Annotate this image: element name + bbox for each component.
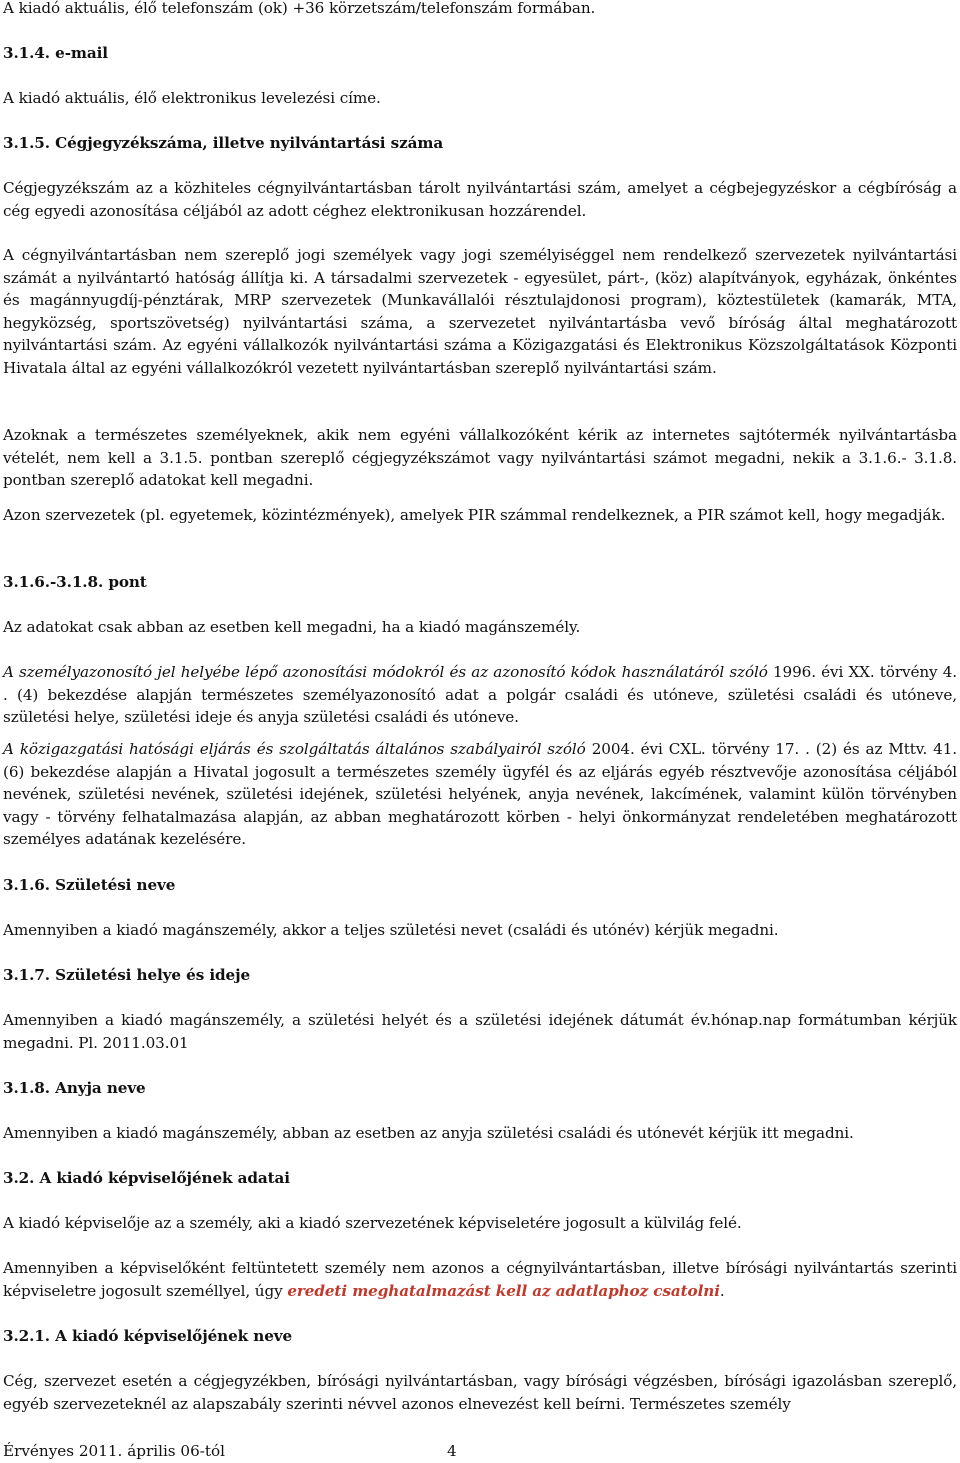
cegjegyzek-paragraph-4: Azon szervezetek (pl. egyetemek, közintézmények), amelyek PIR számmal rendelkeznek, a PIR számot kell, hogy megadják. [3, 506, 946, 524]
footer-page-number: 4 [447, 1442, 457, 1460]
footer-validity-date: Érvényes 2011. április 06-tól [3, 1442, 225, 1460]
section-heading-cegjegyzek: 3.1.5. Cégjegyzékszáma, illetve nyilvántartási száma [3, 134, 444, 152]
cegjegyzek-paragraph-3: Azoknak a természetes személyeknek, akik nem egyéni vállalkozóként kérik az internetes sajtótermék nyilvántartásba vételét, nem kell a 3.1.5. pontban szereplő cégjegyzékszámot vagy nyilvántartási számot megadni, nekik a 3.1.6.- 3.1.8. pontban szereplő adatokat kell megadni. [3, 426, 957, 489]
pont-paragraph-1: Az adatokat csak abban az esetben kell megadni, ha a kiadó magánszemély. [3, 618, 581, 636]
cegjegyzek-paragraph-1: Cégjegyzékszám az a közhiteles cégnyilvántartásban tárolt nyilvántartási szám, amelyet a cégbejegyzéskor a cégbíróság a cég egyedi azonosítása céljából az adott céghez elektronikusan hozzárendel. [3, 179, 957, 220]
law-title-1: A személyazonosító jel helyébe lépő azonosítási módokról és az azonosító kódok használatáról szóló [3, 663, 768, 681]
cegjegyzek-paragraph-2: A cégnyilvántartásban nem szereplő jogi személyek vagy jogi személyiséggel nem rendelkező szervezetek nyilvántartási számát a nyilvántartó hatóság állítja ki. A társadalmi szervezetek - egyesület, párt-, (köz) alapítványok, egyházak, önkéntes és magánnyugdíj-pénztárak, MRP szervezetek (Munkavállalói résztulajdonosi program), köztestületek (kamarák, MTA, hegyközség, sportszövetség) nyilvántartási száma, a szervezetet nyilvántartásba vevő bíróság által meghatározott nyilvántartási szám. Az egyéni vállalkozók nyilvántartási száma a Közigazgatási és Elektronikus Közszolgáltatások Központi Hivatala által az egyéni vállalkozókról vezetett nyilvántartásban szereplő nyilvántartási szám. [3, 246, 957, 377]
email-description: A kiadó aktuális, élő elektronikus levelezési címe. [3, 89, 381, 107]
section-heading-kepviselo: 3.2. A kiadó képviselőjének adatai [3, 1169, 290, 1187]
law-title-2: A közigazgatási hatósági eljárás és szolgáltatás általános szabályairól szóló [3, 740, 586, 758]
law-text-1: 1996. évi XX. törvény 4. . (4) bekezdése alapján természetes személyazonosító adat a polgár családi és utóneve, születési családi és utóneve, születési helye, születési ideje és anyja születési családi és utóneve. [3, 663, 957, 726]
phone-description: A kiadó aktuális, élő telefonszám (ok) +36 körzetszám/telefonszám formában. [3, 0, 596, 17]
section-heading-szuletesi-nev: 3.1.6. Születési neve [3, 876, 176, 894]
kepviselo-paragraph-2 [3, 1257, 957, 1302]
kepviselo-neve-description: Cég, szervezet esetén a cégjegyzékben, bírósági nyilvántartásban, vagy bírósági végzésben, bírósági igazolásban szereplő, egyéb szervezeteknél az alapszabály szerinti névvel azonos elnevezést kell beírni. Természetes személy [3, 1372, 957, 1413]
law-paragraph-1 [3, 661, 957, 729]
kepviselo-paragraph-1: A kiadó képviselője az a személy, aki a kiadó szervezetének képviseletére jogosult a külvilág felé. [3, 1214, 742, 1232]
kepviselo-text-b: . [719, 1281, 725, 1300]
law-text-2: 2004. évi CXL. törvény 17. . (2) és az Mttv. 41. (6) bekezdése alapján a Hivatal jogosult a természetes személy ügyfél és az eljárás egyéb résztvevője azonosítása céljából nevének, születési nevének, születési idejének, születési helyének, anyja nevének, lakcímének, valamint külön törvényben vagy - törvény felhatalmazása alapján, az abban meghatározott körben - helyi önkormányzat rendeletében meghatározott személyes adatának kezelésére. [3, 740, 957, 848]
szuletesi-nev-description: Amennyiben a kiadó magánszemély, akkor a teljes születési nevet (családi és utónév) kérjük megadni. [3, 921, 779, 939]
kepviselo-text-a: Amennyiben a képviselőként feltüntetett személy nem azonos a cégnyilvántartásban, illetve bírósági nyilvántartás szerinti képviseletre jogosult személlyel, úgy [3, 1259, 957, 1300]
section-heading-szuletesi-hely: 3.1.7. Születési helye és ideje [3, 966, 251, 984]
attachment-requirement-highlight: eredeti meghatalmazást kell az adatlaphoz csatolni [287, 1281, 720, 1300]
szuletesi-hely-description: Amennyiben a kiadó magánszemély, a születési helyét és a születési idejének dátumát év.hónap.nap formátumban kérjük megadni. Pl. 2011.03.01 [3, 1011, 957, 1052]
anyja-description: Amennyiben a kiadó magánszemély, abban az esetben az anyja születési családi és utónevét kérjük itt megadni. [3, 1124, 854, 1142]
law-paragraph-2 [3, 738, 957, 851]
section-heading-kepviselo-neve: 3.2.1. A kiadó képviselőjének neve [3, 1327, 293, 1345]
section-heading-anyja: 3.1.8. Anyja neve [3, 1079, 146, 1097]
page-footer [3, 1440, 957, 1462]
section-heading-email: 3.1.4. e-mail [3, 44, 108, 62]
section-heading-pont: 3.1.6.-3.1.8. pont [3, 573, 147, 591]
